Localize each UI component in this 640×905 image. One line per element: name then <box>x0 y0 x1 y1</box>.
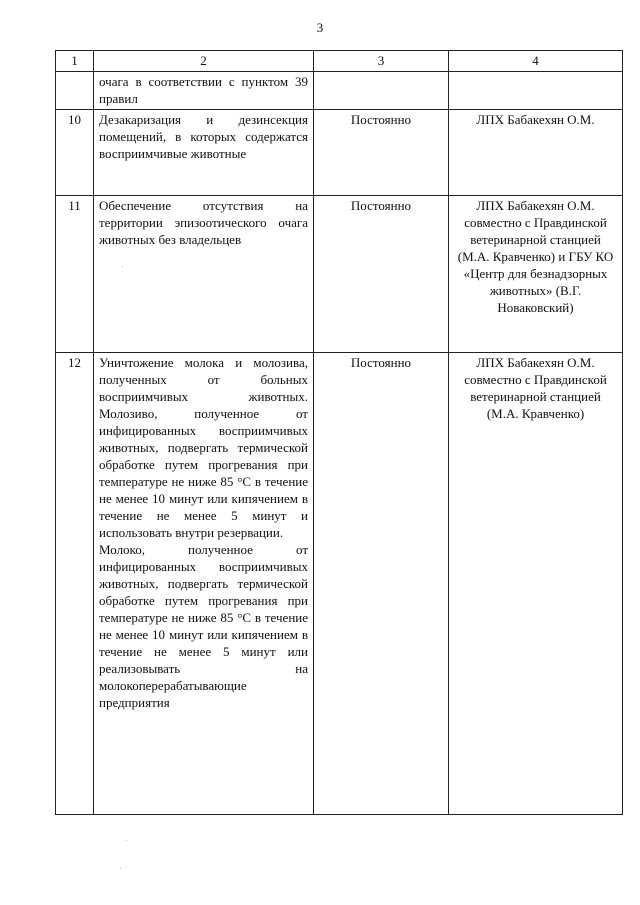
row-number: 12 <box>56 353 94 815</box>
table-row <box>56 196 623 353</box>
action-cell: Обеспечение отсутствия на территории эпизоотического очага животных без владельцев <box>94 196 314 353</box>
responsible-cell: ЛПХ Бабакехян О.М. совместно с Правдинской ветеринарной станцией (М.А. Кравченко) и ГБУ КО «Центр для безнадзорных животных» (В.Г. Новаковский) <box>449 196 623 353</box>
term-cell: Постоянно <box>314 353 449 815</box>
table-row-continuation <box>56 72 623 110</box>
row-number: 10 <box>56 110 94 196</box>
action-cell: очага в соответствии с пунктом 39 правил <box>94 72 314 110</box>
action-cell: Дезакаризация и дезинсекция помещений, в которых содержатся восприимчивые животные <box>94 110 314 196</box>
row-number: 11 <box>56 196 94 353</box>
table-row <box>56 353 623 815</box>
term-cell: Постоянно <box>314 110 449 196</box>
page-number: 3 <box>316 20 324 35</box>
header-col-2: 2 <box>94 51 314 72</box>
header-col-1: 1 <box>56 51 94 72</box>
action-cell <box>94 353 314 815</box>
measures-table <box>55 50 623 815</box>
action-paragraph: Уничтожение молока и молозива, полученных от больных восприимчивых животных. Молозиво, полученное от инфицированных восприимчивых животных, подвергать термической обработке путем прогревания при температуре не ниже 85 °С в течение не менее 10 минут или кипячением в течение не менее 5 минут и использовать внутри резервации. <box>99 355 308 540</box>
term-cell: Постоянно <box>314 196 449 353</box>
scan-speck <box>122 266 123 267</box>
header-col-4: 4 <box>449 51 623 72</box>
row-number <box>56 72 94 110</box>
table-row <box>56 110 623 196</box>
responsible-cell: ЛПХ Бабакехян О.М. <box>449 110 623 196</box>
scan-speck <box>126 840 127 841</box>
term-cell <box>314 72 449 110</box>
action-paragraph: Молоко, полученное от инфицированных восприимчивых животных, подвергать термической обработке путем прогревания при температуре не ниже 85 °С в течение не менее 10 минут или кипячением в течение не менее 5 минут или реализовывать на молокоперерабатывающие предприятия <box>99 542 308 710</box>
scan-speck <box>120 868 121 869</box>
header-row <box>56 51 623 72</box>
responsible-cell: ЛПХ Бабакехян О.М. совместно с Правдинской ветеринарной станцией (М.А. Кравченко) <box>449 353 623 815</box>
header-col-3: 3 <box>314 51 449 72</box>
responsible-cell <box>449 72 623 110</box>
